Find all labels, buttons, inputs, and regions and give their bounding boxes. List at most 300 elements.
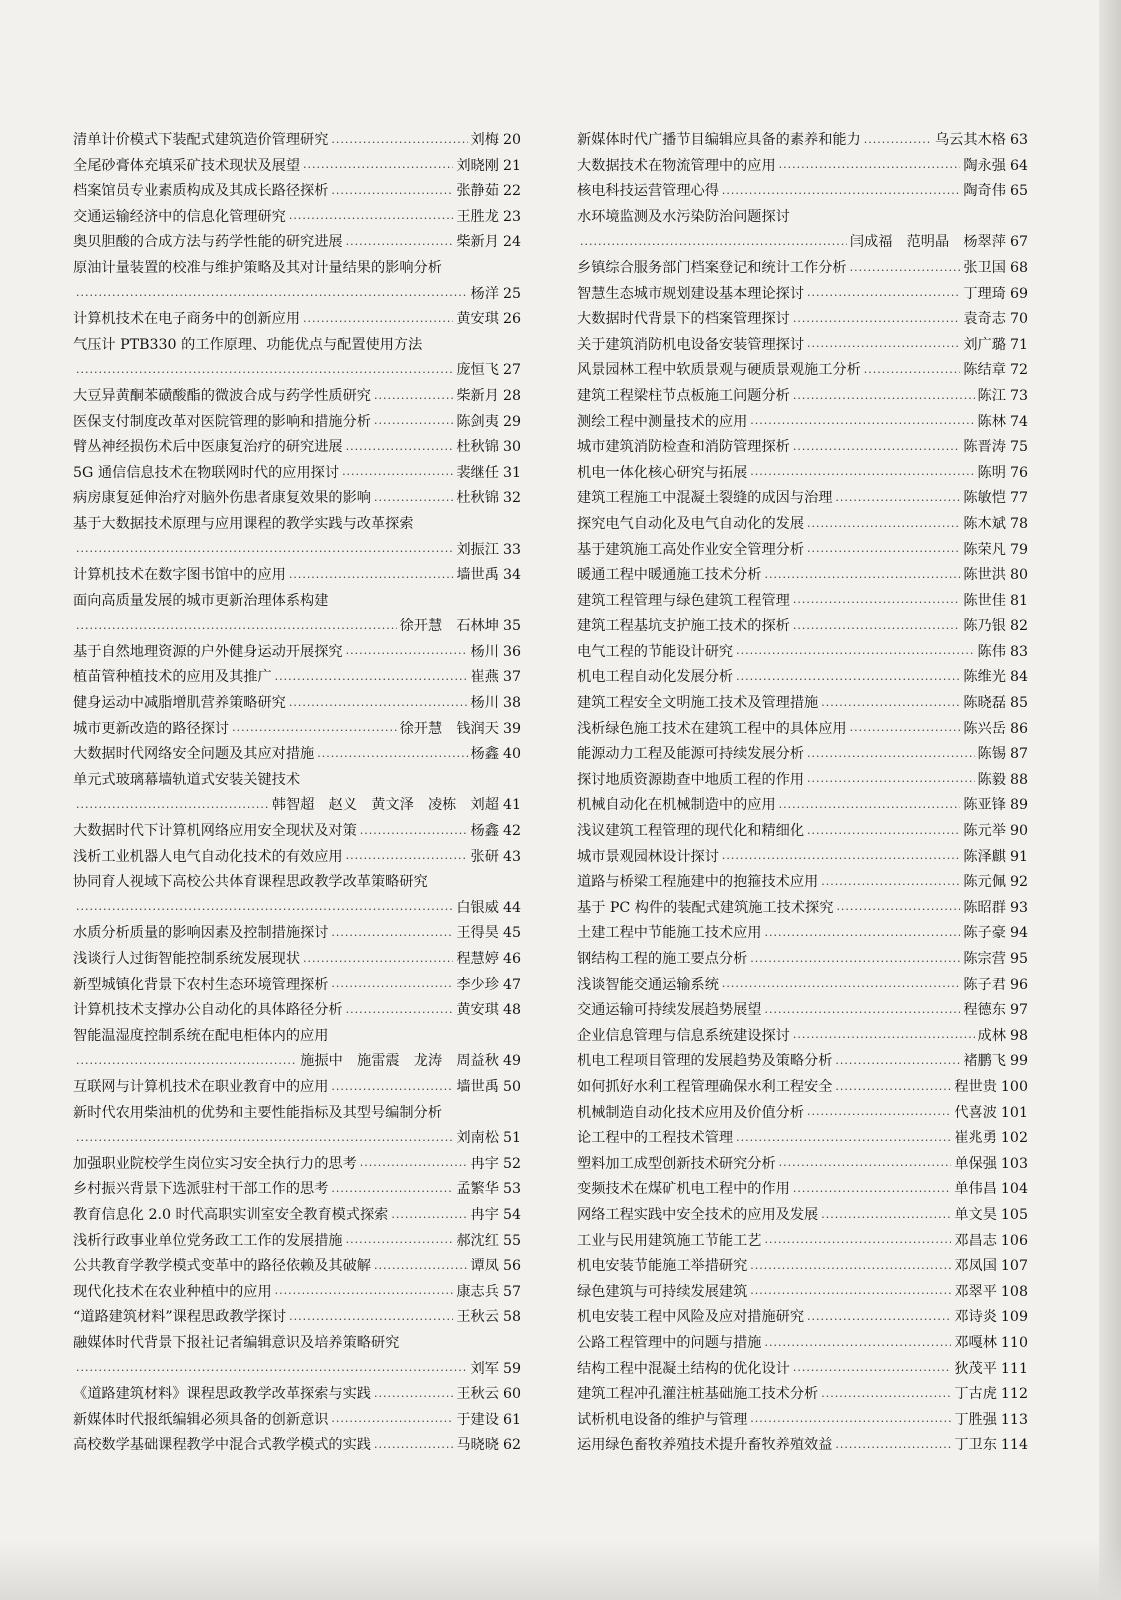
- toc-entry-line: [73, 1408, 521, 1434]
- toc-entry-page: 62: [502, 1437, 521, 1454]
- toc-entry-title: 大豆异黄酮苯磺酸酯的微波合成与药学性质研究: [73, 387, 371, 404]
- toc-entry-authors: 陈宗营: [963, 951, 1006, 967]
- toc-entry: [73, 768, 521, 819]
- toc-entry-page: 21: [502, 157, 521, 174]
- toc-entry-authors: 王秋云: [456, 1386, 499, 1403]
- toc-entry-line: [577, 793, 1028, 819]
- toc-entry-authors: 陈维光: [963, 669, 1006, 686]
- toc-leader-dots: [331, 1411, 453, 1433]
- toc-entry-authors: 杨洋: [470, 285, 499, 302]
- toc-entry: [577, 384, 1028, 410]
- toc-entry-title: 能源动力工程及能源可持续发展分析: [577, 746, 805, 763]
- toc-entry-page: 51: [502, 1130, 521, 1147]
- toc-entry-page: 113: [1000, 1411, 1028, 1428]
- toc-entry-page: 102: [1000, 1130, 1028, 1147]
- toc-entry: [577, 896, 1028, 922]
- toc-entry-title: 基于 PC 构件的装配式建筑施工技术探究: [577, 899, 834, 916]
- toc-entry: [577, 1024, 1028, 1050]
- toc-entry-line: [577, 1075, 1028, 1101]
- toc-entry-line: [577, 1203, 1028, 1229]
- toc-entry-authors: 刘晓刚: [456, 157, 499, 174]
- toc-entry-authors: 杨鑫: [470, 823, 499, 840]
- toc-entry-line: [577, 384, 1028, 410]
- toc-entry-title: 浅析绿色施工技术在建筑工程中的具体应用: [577, 720, 847, 737]
- toc-entry-title-line: [73, 589, 521, 615]
- toc-entry-line: [577, 819, 1028, 845]
- toc-entry: [577, 1280, 1028, 1306]
- toc-entry-page: 67: [1009, 234, 1028, 251]
- toc-entry: [577, 793, 1028, 819]
- toc-entry-authors: 丁卫东: [954, 1437, 997, 1454]
- toc-entry-line: [73, 461, 521, 487]
- toc-entry-title: 互联网与计算机技术在职业教育中的应用: [73, 1078, 329, 1095]
- toc-entry-authors: 成林: [977, 1027, 1006, 1044]
- toc-entry-authors: 张静茹: [456, 183, 499, 200]
- toc-entry-page: 84: [1009, 669, 1028, 686]
- toc-leader-dots: [303, 951, 453, 973]
- toc-entry: [577, 435, 1028, 461]
- toc-leader-dots: [346, 1232, 454, 1254]
- toc-entry-title: 网络工程实践中安全技术的应用及发展: [577, 1206, 819, 1223]
- toc-entry-authors: 狄茂平: [954, 1360, 997, 1377]
- toc-entry-authors: 冉宇: [470, 1155, 499, 1172]
- toc-entry-authors: 白银威: [456, 899, 499, 916]
- toc-entry-authors: 陈荣凡: [963, 541, 1006, 558]
- toc-leader-dots: [807, 541, 960, 563]
- toc-entry-title: 医保支付制度改革对医院管理的影响和措施分析: [73, 413, 371, 430]
- toc-entry-title: 钢结构工程的施工要点分析: [577, 951, 748, 967]
- toc-entry-authors: 马晓晓: [456, 1437, 499, 1454]
- toc-entry-page: 92: [1009, 874, 1028, 891]
- toc-entry: [577, 128, 1028, 154]
- toc-entry: [73, 230, 521, 256]
- toc-entry-page: 52: [502, 1155, 521, 1172]
- toc-entry-page: 54: [502, 1206, 521, 1223]
- toc-leader-dots: [807, 771, 975, 793]
- toc-entry-title: 新媒体时代报纸编辑必须具备的创新意识: [73, 1411, 329, 1428]
- toc-entry-line: [577, 154, 1028, 180]
- toc-entry-title: 城市景观园林设计探讨: [577, 848, 719, 865]
- toc-leader-dots: [76, 1053, 297, 1075]
- toc-entry-line: [577, 435, 1028, 461]
- toc-entry-page: 91: [1009, 848, 1028, 865]
- toc-entry-line: [73, 998, 521, 1024]
- toc-leader-dots: [807, 746, 975, 768]
- toc-entry-page: 28: [502, 387, 521, 404]
- toc-entry-page: 49: [502, 1053, 521, 1070]
- toc-entry-authors: 谭凤: [470, 1258, 499, 1275]
- toc-entry-authors: 邓凤国: [954, 1258, 997, 1275]
- toc-entry-page: 72: [1009, 362, 1028, 379]
- toc-entry-title: 交通运输可持续发展趋势展望: [577, 1002, 762, 1019]
- toc-entry-line: [577, 1101, 1028, 1127]
- toc-entry-page: 93: [1009, 899, 1028, 916]
- toc-entry-page: 37: [502, 669, 521, 686]
- toc-entry-page: 48: [502, 1002, 521, 1019]
- toc-entry: [73, 384, 521, 410]
- toc-entry-title: 现代化技术在农业种植中的应用: [73, 1283, 272, 1300]
- toc-entry-title: 城市建筑消防检查和消防管理探析: [577, 439, 790, 456]
- toc-leader-dots: [331, 925, 453, 947]
- toc-entry: [73, 563, 521, 589]
- toc-leader-dots: [331, 1079, 453, 1101]
- toc-entry: [73, 1229, 521, 1255]
- toc-entry-title: 全尾砂膏体充填采矿技术现状及展望: [73, 157, 301, 174]
- toc-entry-page: 58: [502, 1309, 521, 1326]
- toc-entry-page: 89: [1009, 797, 1028, 814]
- toc-entry-page: 55: [502, 1232, 521, 1249]
- toc-entry-authors: 王秋云: [456, 1309, 499, 1326]
- toc-entry-page: 25: [502, 285, 521, 302]
- toc-entry: [577, 1229, 1028, 1255]
- toc-entry-page: 41: [502, 797, 521, 814]
- toc-entry-title: 探究电气自动化及电气自动化的发展: [577, 515, 805, 532]
- toc-entry-page: 109: [1000, 1309, 1028, 1326]
- toc-entry-author-line: [73, 1357, 521, 1383]
- toc-entry-line: [73, 640, 521, 666]
- toc-entry-page: 110: [1000, 1334, 1028, 1351]
- toc-entry-authors: 陈敏恺: [963, 490, 1006, 507]
- toc-entry-authors: 墙世禹: [456, 1078, 499, 1095]
- toc-entry: [73, 717, 521, 743]
- toc-entry-title: 智慧生态城市规划建设基本理论探讨: [577, 285, 805, 302]
- toc-entry: [577, 1382, 1028, 1408]
- toc-entry-title: 关于建筑消防机电设备安装管理探讨: [577, 336, 805, 353]
- toc-entry-page: 90: [1009, 823, 1028, 840]
- toc-entry-line: [73, 230, 521, 256]
- toc-entry-authors: 庞恒飞: [456, 362, 499, 379]
- toc-entry: [577, 640, 1028, 666]
- toc-entry-title: 原油计量装置的校准与维护策略及其对计量结果的影响分析: [73, 259, 442, 276]
- toc-entry-title: 新媒体时代广播节目编辑应具备的素养和能力: [577, 132, 861, 148]
- toc-leader-dots: [779, 157, 961, 179]
- toc-column-right: [577, 128, 1028, 1459]
- toc-entry-line: [73, 486, 521, 512]
- toc-entry-authors: 褚鹏飞: [963, 1053, 1006, 1070]
- toc-entry-authors: 康志兵: [456, 1283, 499, 1300]
- toc-leader-dots: [793, 618, 961, 640]
- toc-entry-line: [577, 1433, 1028, 1459]
- toc-entry-line: [577, 486, 1028, 512]
- toc-entry-page: 50: [502, 1078, 521, 1095]
- toc-entry-page: 35: [502, 618, 521, 635]
- toc-leader-dots: [793, 311, 961, 333]
- toc-entry: [73, 640, 521, 666]
- toc-entry-title: 5G 通信信息技术在物联网时代的应用探讨: [73, 464, 340, 481]
- toc-entry: [577, 179, 1028, 205]
- toc-entry-page: 33: [502, 541, 521, 558]
- toc-entry-authors: 单文昊: [954, 1206, 997, 1223]
- toc-leader-dots: [793, 1360, 952, 1382]
- toc-entry: [73, 461, 521, 487]
- toc-entry: [73, 435, 521, 461]
- toc-entry: [577, 486, 1028, 512]
- toc-entry-page: 26: [502, 311, 521, 328]
- toc-entry-page: 114: [1000, 1437, 1028, 1454]
- toc-entry-authors: 刘军: [470, 1360, 499, 1377]
- toc-entry: [73, 333, 521, 384]
- toc-entry-page: 94: [1009, 925, 1028, 942]
- toc-entry-title: 浅析行政事业单位党务政工工作的发展措施: [73, 1232, 343, 1249]
- toc-entry: [73, 154, 521, 180]
- toc-entry-line: [73, 665, 521, 691]
- toc-leader-dots: [807, 1104, 951, 1126]
- toc-entry-title: 塑料加工成型创新技术研究分析: [577, 1155, 776, 1172]
- toc-leader-dots: [835, 1079, 951, 1101]
- toc-entry-authors: 李少珍: [456, 976, 499, 993]
- toc-entry-title-line: [73, 870, 521, 896]
- toc-entry-line: [577, 921, 1028, 947]
- toc-entry-line: [577, 1177, 1028, 1203]
- toc-entry: [73, 1305, 521, 1331]
- toc-entry-line: [577, 307, 1028, 333]
- toc-entry-author-line: [73, 538, 521, 564]
- toc-entry-page: 80: [1009, 567, 1028, 584]
- toc-leader-dots: [764, 925, 960, 947]
- toc-entry: [73, 179, 521, 205]
- toc-entry-authors: 王胜龙: [456, 208, 499, 225]
- toc-leader-dots: [374, 490, 453, 512]
- toc-entry-page: 64: [1009, 157, 1028, 174]
- toc-entry: [577, 512, 1028, 538]
- toc-entry-authors: 陈伟: [977, 643, 1006, 660]
- toc-leader-dots: [722, 183, 960, 205]
- toc-leader-dots: [303, 311, 453, 333]
- toc-entry-authors: 陈兴岳: [963, 720, 1006, 737]
- toc-entry-title: 机电安装工程中风险及应对措施研究: [577, 1309, 805, 1326]
- toc-entry: [73, 410, 521, 436]
- toc-entry-line: [577, 1126, 1028, 1152]
- toc-entry-title: 绿色建筑与可持续发展建筑: [577, 1283, 748, 1300]
- toc-entry-authors: 王得昊: [456, 925, 499, 942]
- toc-entry-authors: 陈世洪: [963, 567, 1006, 584]
- toc-entry-title: 大数据时代下计算机网络应用安全现状及对策: [73, 823, 357, 840]
- toc-leader-dots: [793, 592, 961, 614]
- toc-entry-title-line: [73, 1331, 521, 1357]
- toc-entry-authors: 徐开慧 钱润天: [399, 720, 499, 737]
- toc-entry-title: 机械制造自动化技术应用及价值分析: [577, 1104, 805, 1121]
- toc-entry-page: 65: [1009, 183, 1028, 200]
- toc-leader-dots: [346, 439, 454, 461]
- toc-leader-dots: [289, 567, 454, 589]
- toc-entry-page: 23: [502, 208, 521, 225]
- toc-entry-title: 协同育人视域下高校公共体育课程思政教学改革策略研究: [73, 874, 428, 891]
- toc-entry-page: 69: [1009, 285, 1028, 302]
- toc-entry-title: 大数据时代背景下的档案管理探讨: [577, 311, 790, 328]
- toc-entry-line: [73, 384, 521, 410]
- toc-leader-dots: [835, 1053, 960, 1075]
- toc-entry-authors: 杜秋锦: [456, 490, 499, 507]
- toc-entry-line: [73, 563, 521, 589]
- toc-entry-line: [577, 973, 1028, 999]
- toc-entry-title: 大数据时代网络安全问题及其应对措施: [73, 746, 315, 763]
- toc-entry: [73, 1433, 521, 1459]
- toc-leader-dots: [374, 413, 453, 435]
- toc-entry-author-line: [73, 896, 521, 922]
- toc-leader-dots: [793, 1181, 952, 1203]
- toc-entry-page: 98: [1009, 1027, 1028, 1044]
- toc-entry-line: [73, 1152, 521, 1178]
- page-bottom-shadow: [0, 1540, 1121, 1600]
- toc-entry-line: [73, 205, 521, 231]
- toc-entry: [73, 1152, 521, 1178]
- toc-entry: [73, 921, 521, 947]
- toc-entry-line: [73, 1254, 521, 1280]
- toc-leader-dots: [764, 567, 960, 589]
- toc-entry-page: 95: [1009, 951, 1028, 967]
- toc-entry-page: 70: [1009, 311, 1028, 328]
- toc-entry-title: 气压计 PTB330 的工作原理、功能优点与配置使用方法: [73, 336, 423, 353]
- toc-entry-authors: 徐开慧 石林坤: [399, 618, 499, 635]
- toc-entry: [577, 307, 1028, 333]
- toc-entry-authors: 黄安琪: [456, 1002, 499, 1019]
- toc-entry-page: 61: [502, 1411, 521, 1428]
- toc-leader-dots: [346, 848, 468, 870]
- toc-leader-dots: [342, 464, 453, 486]
- toc-entry-authors: 杜秋锦: [456, 439, 499, 456]
- toc-entry-title: 机械自动化在机械制造中的应用: [577, 797, 776, 814]
- toc-entry: [577, 947, 1028, 973]
- toc-entry-page: 27: [502, 362, 521, 379]
- toc-entry: [577, 973, 1028, 999]
- toc-leader-dots: [821, 1207, 951, 1229]
- toc-entry-title: 建筑工程梁柱节点板施工问题分析: [577, 387, 790, 404]
- toc-entry-title: 清单计价模式下装配式建筑造价管理研究: [73, 132, 329, 148]
- toc-entry-page: 85: [1009, 695, 1028, 712]
- toc-entry-page: 87: [1009, 746, 1028, 763]
- toc-entry-authors: 冉宇: [470, 1206, 499, 1223]
- toc-entry-title: 建筑工程管理与绿色建筑工程管理: [577, 592, 790, 609]
- toc-entry-title: “道路建筑材料”课程思政教学探讨: [73, 1309, 287, 1326]
- toc-entry-title: 工业与民用建筑施工节能工艺: [577, 1232, 762, 1249]
- toc-entry-line: [577, 947, 1028, 973]
- toc-leader-dots: [750, 1411, 951, 1433]
- toc-entry-page: 43: [502, 848, 521, 865]
- toc-leader-dots: [821, 1386, 951, 1408]
- toc-entry-authors: 于建设: [456, 1411, 499, 1428]
- toc-entry-authors: 陈元举: [963, 823, 1006, 840]
- toc-entry-page: 32: [502, 490, 521, 507]
- toc-leader-dots: [346, 234, 454, 256]
- toc-entry-page: 86: [1009, 720, 1028, 737]
- toc-entry: [73, 1408, 521, 1434]
- toc-entry-title: 机电工程自动化发展分析: [577, 669, 734, 686]
- toc-entry: [73, 998, 521, 1024]
- toc-entry-authors: 乌云其木格: [934, 132, 1006, 148]
- toc-entry-authors: 崔兆勇: [954, 1130, 997, 1147]
- toc-entry-authors: 墙世禹: [456, 567, 499, 584]
- toc-entry-authors: 柴新月: [456, 387, 499, 404]
- toc-leader-dots: [275, 1283, 454, 1305]
- toc-entry-authors: 程德东: [963, 1002, 1006, 1019]
- toc-entry-title: 电气工程的节能设计研究: [577, 643, 734, 660]
- toc-entry-authors: 程慧婷: [456, 951, 499, 967]
- toc-entry-line: [577, 256, 1028, 282]
- toc-entry-line: [73, 435, 521, 461]
- toc-leader-dots: [331, 183, 453, 205]
- toc-leader-dots: [736, 643, 974, 665]
- toc-leader-dots: [779, 797, 961, 819]
- toc-entry: [577, 1101, 1028, 1127]
- toc-entry-authors: 陈昭群: [963, 899, 1006, 916]
- toc-entry-title: 浅析工业机器人电气自动化技术的有效应用: [73, 848, 343, 865]
- toc-entry: [577, 1177, 1028, 1203]
- toc-entry: [577, 256, 1028, 282]
- toc-column-left: [73, 128, 521, 1459]
- toc-entry: [577, 1331, 1028, 1357]
- toc-entry: [73, 486, 521, 512]
- toc-entry-authors: 丁古虎: [954, 1386, 997, 1403]
- toc-leader-dots: [807, 285, 960, 307]
- toc-entry-author-line: [73, 282, 521, 308]
- toc-entry-authors: 陈世佳: [963, 592, 1006, 609]
- toc-leader-dots: [289, 1309, 453, 1331]
- toc-leader-dots: [331, 1181, 453, 1203]
- toc-entry-title: 健身运动中减脂增肌营养策略研究: [73, 695, 286, 712]
- page-edge: [1099, 0, 1121, 1600]
- toc-entry: [73, 1203, 521, 1229]
- toc-entry: [577, 538, 1028, 564]
- toc-entry-page: 83: [1009, 643, 1028, 660]
- toc-leader-dots: [76, 618, 397, 640]
- toc-entry-page: 76: [1009, 464, 1028, 481]
- toc-entry-line: [577, 410, 1028, 436]
- toc-entry-line: [73, 1203, 521, 1229]
- toc-entry-line: [577, 1254, 1028, 1280]
- toc-entry: [577, 1049, 1028, 1075]
- toc-entry: [73, 947, 521, 973]
- toc-entry-authors: 陈木斌: [963, 515, 1006, 532]
- toc-leader-dots: [76, 285, 468, 307]
- toc-entry-title: 如何抓好水利工程管理确保水利工程安全: [577, 1078, 833, 1095]
- toc-leader-dots: [764, 1002, 960, 1024]
- toc-entry-title-line: [73, 1101, 521, 1127]
- toc-entry-page: 45: [502, 925, 521, 942]
- toc-entry-authors: 闫成福 范明晶 杨翠萍: [849, 234, 1006, 251]
- toc-entry-line: [577, 768, 1028, 794]
- toc-entry: [577, 1408, 1028, 1434]
- toc-entry-title: 公共教育学教学模式变革中的路径依赖及其破解: [73, 1258, 371, 1275]
- toc-entry: [577, 1357, 1028, 1383]
- toc-entry-page: 29: [502, 413, 521, 430]
- toc-leader-dots: [303, 157, 453, 179]
- toc-leader-dots: [750, 1283, 951, 1305]
- toc-entry-title: 机电安装节能施工举措研究: [577, 1258, 748, 1275]
- toc-entry: [73, 1177, 521, 1203]
- toc-entry-line: [73, 1075, 521, 1101]
- toc-entry-page: 77: [1009, 490, 1028, 507]
- toc-entry: [73, 128, 521, 154]
- toc-entry-authors: 陈毅: [977, 771, 1006, 788]
- toc-entry: [73, 256, 521, 307]
- toc-entry-title-line: [73, 512, 521, 538]
- toc-entry-authors: 陈江: [977, 387, 1006, 404]
- toc-entry-title: 交通运输经济中的信息化管理研究: [73, 208, 286, 225]
- toc-entry-line: [577, 563, 1028, 589]
- toc-entry-authors: 陈明: [977, 464, 1006, 481]
- toc-entry-page: 57: [502, 1283, 521, 1300]
- toc-entry-authors: 张研: [470, 848, 499, 865]
- toc-entry-page: 22: [502, 183, 521, 200]
- toc-entry-page: 42: [502, 823, 521, 840]
- toc-entry-page: 107: [1000, 1258, 1028, 1275]
- toc-entry-title: 结构工程中混凝土结构的优化设计: [577, 1360, 790, 1377]
- toc-entry-line: [577, 998, 1028, 1024]
- toc-entry: [73, 1101, 521, 1152]
- toc-leader-dots: [374, 1258, 468, 1280]
- toc-entry-line: [73, 819, 521, 845]
- toc-entry-authors: 刘梅: [470, 132, 499, 148]
